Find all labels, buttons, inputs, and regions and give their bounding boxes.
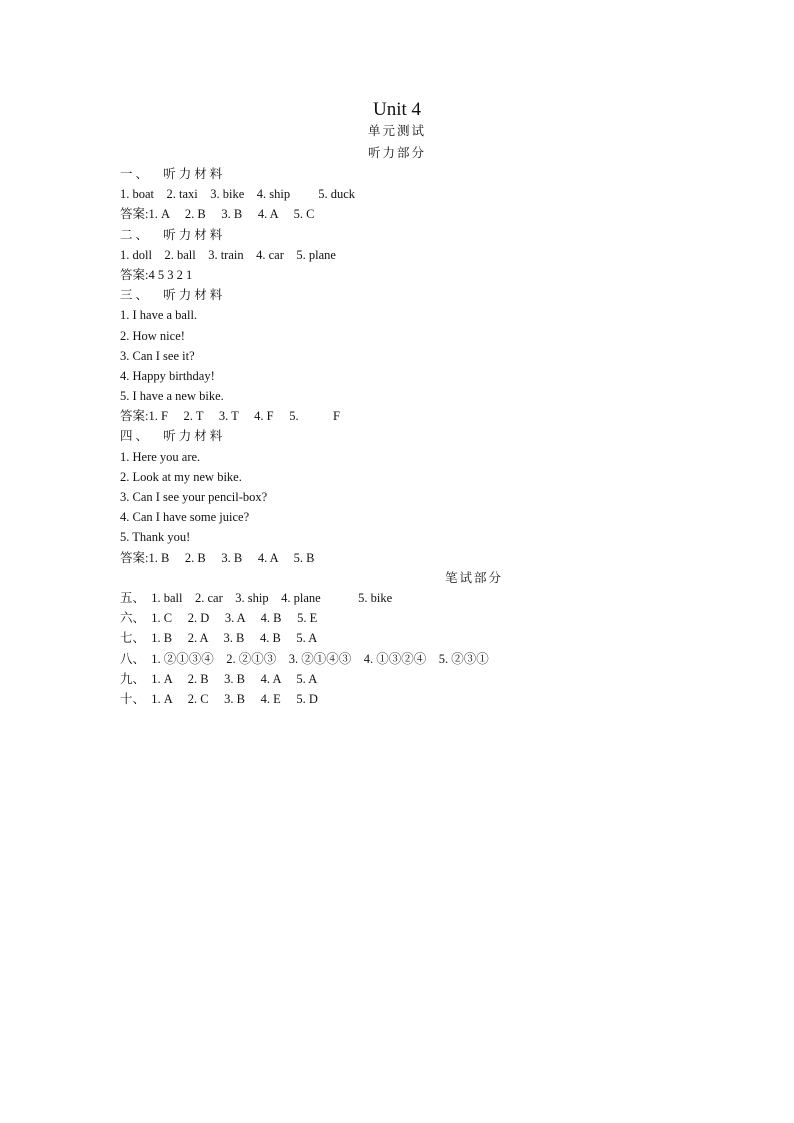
section-heading: 三、 听力材料	[120, 288, 226, 303]
answer-line: 2. How nice!	[120, 328, 185, 343]
section-title-written: 笔试部分	[444, 570, 503, 585]
answer-line: 答案:1. F 2. T 3. T 4. F 5. F	[120, 409, 340, 424]
answer-line: 十、 1. A 2. C 3. B 4. E 5. D	[120, 691, 318, 706]
answer-line: 4. Can I have some juice?	[120, 510, 250, 525]
answer-line: 五、 1. ball 2. car 3. ship 4. plane 5. bike	[120, 590, 393, 605]
answer-line: 1. doll 2. ball 3. train 4. car 5. plane	[120, 247, 336, 262]
answer-line: 答案:1. B 2. B 3. B 4. A 5. B	[120, 550, 315, 565]
answer-content	[120, 164, 680, 709]
section-heading: 二、 听力材料	[120, 227, 226, 242]
answer-line: 1. boat 2. taxi 3. bike 4. ship 5. duck	[120, 187, 356, 202]
page-subtitle-listening: 听力部分	[367, 146, 426, 160]
answer-line: 3. Can I see your pencil-box?	[120, 490, 268, 504]
answer-line: 六、 1. C 2. D 3. A 4. B 5. E	[120, 611, 318, 626]
answer-line: 1. I have a ball.	[120, 308, 198, 323]
answer-line: 1. Here you are.	[120, 449, 201, 464]
answer-line: 九、 1. A 2. B 3. B 4. A 5. A	[120, 671, 318, 686]
answer-line: 八、 1. ②①③④ 2. ②①③ 3. ②①④③ 4. ①③②④ 5. ②③①	[120, 651, 489, 666]
answer-line: 2. Look at my new bike.	[120, 469, 242, 484]
page-subtitle-unit-test: 单元测试	[367, 124, 426, 138]
page-title: Unit 4	[372, 99, 422, 120]
answer-line: 答案:4 5 3 2 1	[120, 267, 193, 282]
answer-line: 3. Can I see it?	[120, 348, 195, 363]
answer-line: 5. I have a new bike.	[120, 389, 224, 404]
answer-line: 答案:1. A 2. B 3. B 4. A 5. C	[120, 207, 315, 222]
answer-line: 5. Thank you!	[120, 530, 191, 545]
section-heading: 一、 听力材料	[120, 167, 226, 181]
answer-line: 4. Happy birthday!	[120, 368, 215, 383]
answer-line: 七、 1. B 2. A 3. B 4. B 5. A	[120, 631, 318, 646]
section-heading: 四、 听力材料	[120, 429, 226, 444]
